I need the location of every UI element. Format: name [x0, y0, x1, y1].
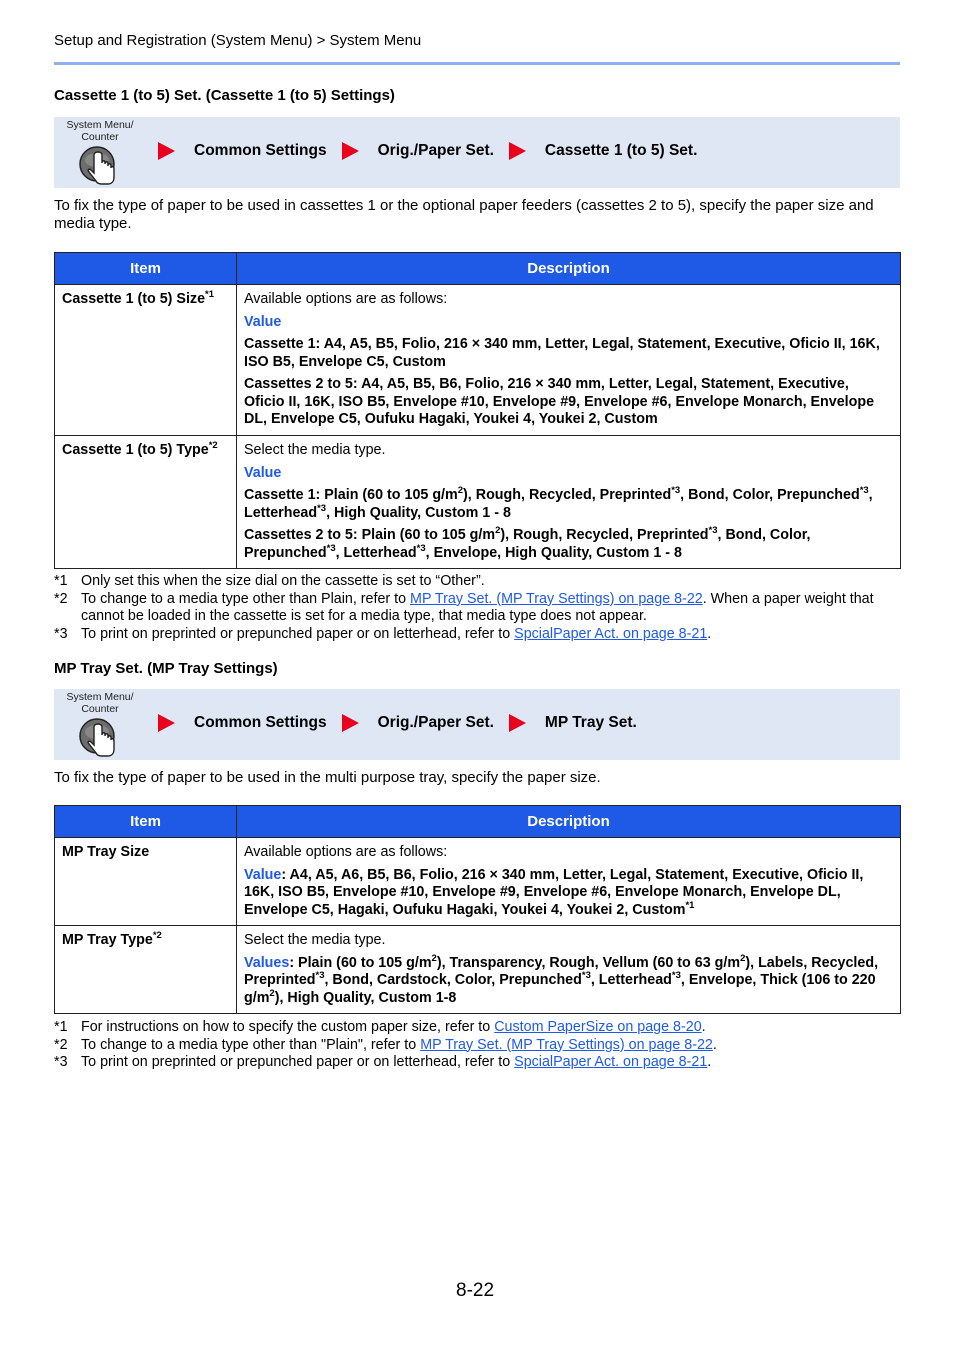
table-row	[55, 926, 901, 1014]
header-rule	[54, 62, 900, 65]
triangle-right-icon	[509, 142, 526, 160]
triangle-right-icon	[342, 714, 359, 732]
link-special-paper-act[interactable]: SpcialPaper Act. on page 8-21	[514, 1054, 708, 1070]
hand-pointer-icon	[78, 145, 122, 189]
footnote: *1 For instructions on how to specify the custom paper size, refer to Custom PaperSize on page 8-20.	[54, 1019, 706, 1035]
cassette-nav-path	[54, 117, 900, 188]
system-menu-label: System Menu/ Counter	[66, 691, 134, 715]
triangle-right-icon	[158, 714, 175, 732]
description-cassette-type: Select the media type. Value Cassette 1: Plain (60 to 105 $g/m^2$), Rough, Recycled, Preprinted$^{*3}$, Bond, Color, Prepunched$^{*3}$, Letterhead$^{*3}$, High Quality, Custom 1 - 8 Cassettes 2 to 5: Plain (60 to 105 $g/m^2$), Rough, Recycled, Preprinted$^{*3}$, Bond, Color, Prepunched$^{*3}$, Letterhead$^{*3}$, Envelope, High Quality, Custom 1 - 8	[237, 436, 901, 569]
footnote: *3 To print on preprinted or prepunched paper or on letterhead, refer to SpcialPaper Act. on page 8-21.	[54, 625, 712, 642]
link-mp-tray-set[interactable]: MP Tray Set. (MP Tray Settings) on page 8-22	[410, 590, 703, 607]
column-header-item: Item	[55, 806, 237, 838]
triangle-right-icon	[342, 142, 359, 160]
nav-step-cassette-set: Cassette 1 (to 5) Set.	[544, 142, 698, 159]
column-header-item: Item	[55, 253, 237, 285]
column-header-description: Description	[237, 806, 901, 838]
footnote: *2 To change to a media type other than Plain, refer to MP Tray Set. (MP Tray Settings) on page 8-22. When a paper weight that cannot be loaded in the cassette is set for a media type, that media type does not appear.	[54, 590, 874, 624]
system-menu-counter-button	[60, 691, 140, 757]
item-cassette-type: Cassette 1 (to 5) Type$^{*2}$	[55, 436, 237, 569]
item-mp-tray-size: MP Tray Size	[55, 838, 237, 926]
system-menu-label: System Menu/ Counter	[66, 119, 134, 143]
mp-footnotes	[54, 1019, 900, 1072]
table-row	[55, 285, 901, 436]
mp-section-title: MP Tray Set. (MP Tray Settings)	[54, 660, 278, 677]
mp-settings-table	[54, 805, 901, 1014]
column-header-description: Description	[237, 253, 901, 285]
footnote: *1 Only set this when the size dial on the cassette is set to “Other”.	[54, 573, 485, 589]
description-cassette-size: Available options are as follows: Value Cassette 1: A4, A5, B5, Folio, 216 × 340 mm, Letter, Legal, Statement, Executive, Oficio II, 16K, ISO B5, Envelope C5, Custom Cassettes 2 to 5: A4, A5, B5, B6, Folio, 216 × 340 mm, Letter, Legal, Statement, Executive, Oficio II, 16K, ISO B5, Envelope #10, Envelope #9, Envelope #6, Envelope Monarch, Envelope DL, Envelope C5, Oufuku Hagaki, Youkei 4, Youkei 2, Custom	[237, 285, 901, 436]
triangle-right-icon	[158, 142, 175, 160]
link-mp-tray-set[interactable]: MP Tray Set. (MP Tray Settings) on page 8-22	[420, 1036, 713, 1053]
nav-step-common-settings: Common Settings	[194, 142, 327, 159]
page-header-breadcrumb: Setup and Registration (System Menu) > System Menu	[54, 32, 422, 49]
nav-step-mp-tray-set: MP Tray Set.	[544, 714, 637, 731]
link-special-paper-act[interactable]: SpcialPaper Act. on page 8-21	[514, 625, 708, 642]
cassette-footnotes	[54, 573, 900, 643]
footnote: *2 To change to a media type other than "Plain", refer to MP Tray Set. (MP Tray Settings) on page 8-22.	[54, 1036, 717, 1053]
description-mp-tray-size: Available options are as follows: Value: A4, A5, A6, B5, B6, Folio, 216 × 340 mm, Letter, Legal, Statement, Executive, Oficio II, 16K, ISO B5, Envelope #10, Envelope #9, Envelope #6, Envelope Monarch, Envelope DL, Envelope C5, Hagaki, Oufuku Hagaki, Youkei 4, Youkei 2, Custom$^{*1}$	[237, 838, 901, 926]
system-menu-counter-button	[60, 119, 140, 185]
link-custom-paper-size[interactable]: Custom PaperSize on page 8-20	[494, 1019, 702, 1035]
table-row	[55, 838, 901, 926]
hand-pointer-icon	[78, 717, 122, 761]
cassette-intro: To fix the type of paper to be used in cassettes 1 or the optional paper feeders (cassettes 2 to 5), specify the paper size and media type.	[54, 197, 874, 232]
table-row	[55, 436, 901, 569]
item-mp-tray-type: MP Tray Type$^{*2}$	[55, 926, 237, 1014]
cassette-settings-table	[54, 252, 901, 569]
item-cassette-size: Cassette 1 (to 5) Size$^{*1}$	[55, 285, 237, 436]
triangle-right-icon	[509, 714, 526, 732]
nav-step-orig-paper-set: Orig./Paper Set.	[377, 714, 494, 731]
mp-intro: To fix the type of paper to be used in the multi purpose tray, specify the paper size.	[54, 769, 601, 786]
description-mp-tray-type: Select the media type. Values: Plain (60 to 105 $g/m^2$), Transparency, Rough, Vellum (60 to 63 $g/m^2$), Labels, Recycled, Preprinted$^{*3}$, Bond, Cardstock, Color, Prepunched$^{*3}$, Letterhead$^{*3}$, Envelope, Thick (106 to 220 $g/m^2$), High Quality, Custom 1-8	[237, 926, 901, 1014]
footnote: *3 To print on preprinted or prepunched paper or on letterhead, refer to SpcialPaper Act. on page 8-21.	[54, 1054, 712, 1070]
cassette-section-title: Cassette 1 (to 5) Set. (Cassette 1 (to 5) Settings)	[54, 87, 395, 104]
nav-step-orig-paper-set: Orig./Paper Set.	[377, 142, 494, 159]
nav-step-common-settings: Common Settings	[194, 714, 327, 731]
mp-nav-path	[54, 689, 900, 760]
page-number: 8-22	[456, 1280, 495, 1301]
